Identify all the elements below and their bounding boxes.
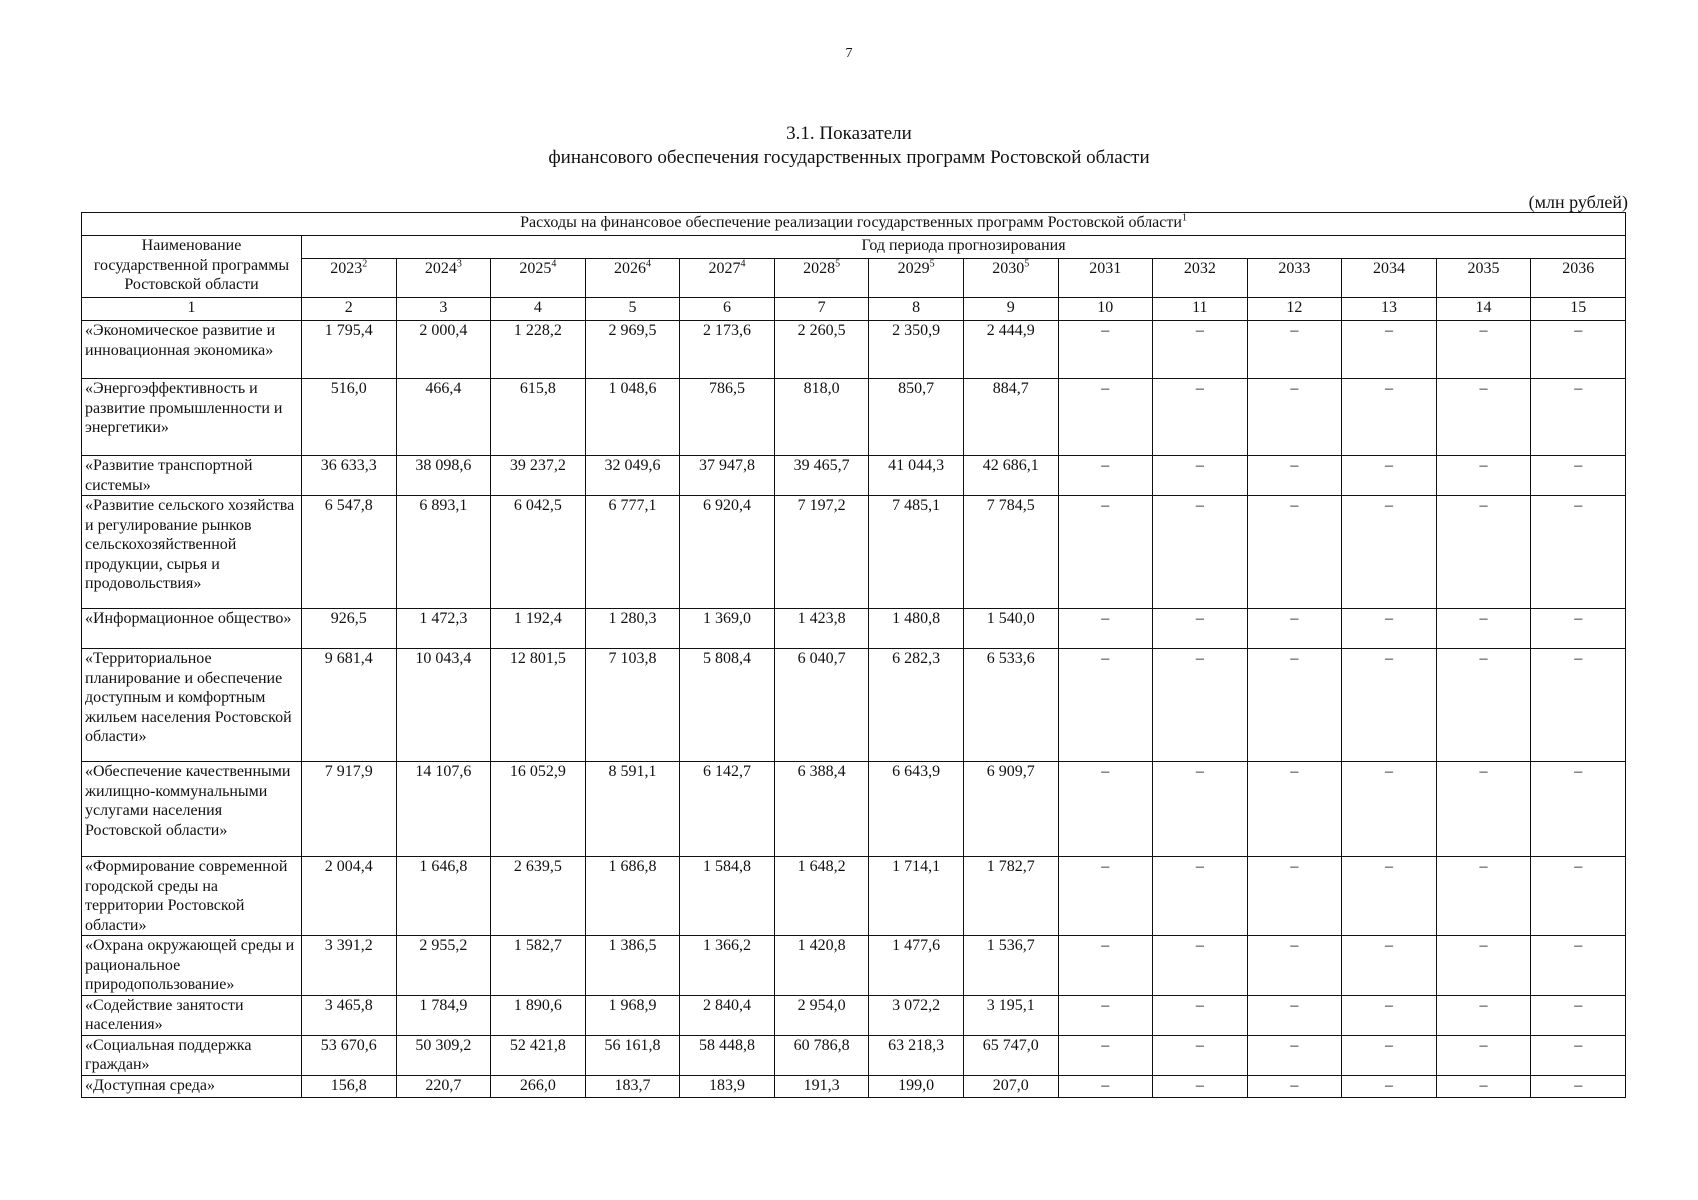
- value-cell: 36 633,3: [302, 456, 397, 496]
- value-cell: 6 040,7: [774, 649, 869, 762]
- program-name-cell: «Формирование современной городской среды на территории Ростовской области»: [82, 857, 302, 936]
- value-cell: 1 795,4: [302, 321, 397, 379]
- value-cell: –: [1247, 379, 1342, 456]
- value-cell: –: [1058, 379, 1153, 456]
- program-name-cell: «Развитие сельского хозяйства и регулирование рынков сельскохозяйственной продукции, сырья и продовольствия»: [82, 496, 302, 609]
- value-cell: 466,4: [396, 379, 491, 456]
- column-number-cell: 13: [1342, 298, 1437, 321]
- value-cell: –: [1247, 321, 1342, 379]
- title-line-1: 3.1. Показатели: [786, 123, 912, 144]
- value-cell: 9 681,4: [302, 649, 397, 762]
- value-cell: 2 954,0: [774, 995, 869, 1035]
- value-cell: –: [1153, 456, 1248, 496]
- value-cell: –: [1342, 649, 1437, 762]
- value-cell: 38 098,6: [396, 456, 491, 496]
- value-cell: –: [1436, 649, 1531, 762]
- program-name-cell: «Территориальное планирование и обеспечение доступным и комфортным жильем населения Ростовской области»: [82, 649, 302, 762]
- value-cell: –: [1058, 995, 1153, 1035]
- period-header-row: [82, 236, 1626, 259]
- value-cell: 183,7: [585, 1075, 680, 1097]
- column-number-cell: 5: [585, 298, 680, 321]
- table-row: [82, 1075, 1626, 1097]
- value-cell: 6 909,7: [963, 762, 1058, 857]
- page-number: 7: [845, 46, 853, 61]
- value-cell: –: [1436, 456, 1531, 496]
- value-cell: 6 388,4: [774, 762, 869, 857]
- value-cell: 1 423,8: [774, 609, 869, 649]
- value-cell: 63 218,3: [869, 1035, 964, 1075]
- year-footnote: 5: [1024, 258, 1030, 270]
- value-cell: –: [1436, 936, 1531, 996]
- value-cell: –: [1531, 857, 1626, 936]
- year-header-cell: [396, 259, 491, 298]
- value-cell: –: [1153, 762, 1248, 857]
- value-cell: –: [1436, 762, 1531, 857]
- program-name-cell: «Охрана окружающей среды и рациональное природопользование»: [82, 936, 302, 996]
- value-cell: 16 052,9: [491, 762, 586, 857]
- super-header-cell: [82, 213, 1626, 236]
- value-cell: 220,7: [396, 1075, 491, 1097]
- table-row: [82, 649, 1626, 762]
- column-number-cell: 14: [1436, 298, 1531, 321]
- value-cell: 1 472,3: [396, 609, 491, 649]
- value-cell: –: [1247, 1075, 1342, 1097]
- program-name-cell: «Энергоэффективность и развитие промышленности и энергетики»: [82, 379, 302, 456]
- value-cell: –: [1531, 1075, 1626, 1097]
- value-cell: 6 547,8: [302, 496, 397, 609]
- super-header-row: [82, 213, 1626, 236]
- value-cell: 1 420,8: [774, 936, 869, 996]
- value-cell: 1 784,9: [396, 995, 491, 1035]
- program-name-cell: «Обеспечение качественными жилищно-коммунальными услугами населения Ростовской области»: [82, 762, 302, 857]
- value-cell: 3 072,2: [869, 995, 964, 1035]
- table-row: [82, 1035, 1626, 1075]
- value-cell: –: [1153, 379, 1248, 456]
- value-cell: 58 448,8: [680, 1035, 775, 1075]
- table-row: [82, 857, 1626, 936]
- year-header-cell: [302, 259, 397, 298]
- value-cell: –: [1058, 649, 1153, 762]
- year-header-cell: [1531, 259, 1626, 298]
- value-cell: 5 808,4: [680, 649, 775, 762]
- column-number-cell: 8: [869, 298, 964, 321]
- value-cell: –: [1247, 936, 1342, 996]
- value-cell: 884,7: [963, 379, 1058, 456]
- value-cell: –: [1342, 1075, 1437, 1097]
- value-cell: 926,5: [302, 609, 397, 649]
- table-row: [82, 936, 1626, 996]
- super-header-text: Расходы на финансовое обеспечение реализации государственных программ Ростовской области: [520, 214, 1182, 231]
- value-cell: –: [1058, 1035, 1153, 1075]
- value-cell: –: [1531, 609, 1626, 649]
- value-cell: –: [1247, 762, 1342, 857]
- value-cell: 6 777,1: [585, 496, 680, 609]
- value-cell: –: [1436, 609, 1531, 649]
- value-cell: 7 485,1: [869, 496, 964, 609]
- value-cell: –: [1436, 321, 1531, 379]
- year-header-cell: [680, 259, 775, 298]
- year-footnote: 4: [551, 258, 557, 270]
- value-cell: 1 369,0: [680, 609, 775, 649]
- value-cell: –: [1531, 762, 1626, 857]
- value-cell: 6 893,1: [396, 496, 491, 609]
- value-cell: 50 309,2: [396, 1035, 491, 1075]
- name-header-cell: Наименование государственной программы Ростовской области: [82, 236, 302, 298]
- year-footnote: 4: [740, 258, 746, 270]
- table-row: [82, 456, 1626, 496]
- value-cell: –: [1153, 1075, 1248, 1097]
- value-cell: 183,9: [680, 1075, 775, 1097]
- year-label: 2026: [613, 260, 646, 277]
- units-label: (млн рублей): [1528, 192, 1628, 212]
- value-cell: 1 584,8: [680, 857, 775, 936]
- value-cell: 207,0: [963, 1075, 1058, 1097]
- program-name-cell: «Развитие транспортной системы»: [82, 456, 302, 496]
- value-cell: –: [1342, 762, 1437, 857]
- value-cell: 56 161,8: [585, 1035, 680, 1075]
- value-cell: –: [1058, 1075, 1153, 1097]
- year-label: 2035: [1467, 260, 1500, 277]
- table-row: [82, 609, 1626, 649]
- value-cell: 1 782,7: [963, 857, 1058, 936]
- value-cell: 14 107,6: [396, 762, 491, 857]
- value-cell: 8 591,1: [585, 762, 680, 857]
- column-number-cell: 15: [1531, 298, 1626, 321]
- value-cell: 1 228,2: [491, 321, 586, 379]
- value-cell: –: [1153, 496, 1248, 609]
- value-cell: –: [1342, 496, 1437, 609]
- year-header-cell: [774, 259, 869, 298]
- value-cell: 7 917,9: [302, 762, 397, 857]
- table-row: [82, 321, 1626, 379]
- value-cell: 2 004,4: [302, 857, 397, 936]
- table-row: [82, 379, 1626, 456]
- value-cell: –: [1058, 936, 1153, 996]
- value-cell: –: [1153, 995, 1248, 1035]
- value-cell: 41 044,3: [869, 456, 964, 496]
- program-name-cell: «Информационное общество»: [82, 609, 302, 649]
- value-cell: –: [1247, 857, 1342, 936]
- year-header-cell: [1058, 259, 1153, 298]
- value-cell: 1 582,7: [491, 936, 586, 996]
- value-cell: 156,8: [302, 1075, 397, 1097]
- year-footnote: 5: [929, 258, 935, 270]
- year-header-cell: [963, 259, 1058, 298]
- period-header-cell: Год периода прогнозирования: [302, 236, 1626, 259]
- value-cell: 1 366,2: [680, 936, 775, 996]
- value-cell: –: [1436, 995, 1531, 1035]
- value-cell: –: [1342, 321, 1437, 379]
- value-cell: –: [1531, 456, 1626, 496]
- value-cell: 2 840,4: [680, 995, 775, 1035]
- value-cell: –: [1247, 496, 1342, 609]
- value-cell: –: [1058, 321, 1153, 379]
- year-header-row: [82, 259, 1626, 298]
- column-number-row: [82, 298, 1626, 321]
- value-cell: –: [1436, 1035, 1531, 1075]
- value-cell: 1 386,5: [585, 936, 680, 996]
- column-number-cell: 6: [680, 298, 775, 321]
- year-header-cell: [869, 259, 964, 298]
- year-header-cell: [491, 259, 586, 298]
- value-cell: –: [1058, 857, 1153, 936]
- value-cell: 2 350,9: [869, 321, 964, 379]
- super-header-note: 1: [1181, 212, 1187, 224]
- year-footnote: 2: [362, 258, 368, 270]
- year-label: 2030: [992, 260, 1025, 277]
- value-cell: 6 643,9: [869, 762, 964, 857]
- value-cell: 266,0: [491, 1075, 586, 1097]
- value-cell: 42 686,1: [963, 456, 1058, 496]
- table-row: [82, 762, 1626, 857]
- year-label: 2033: [1278, 260, 1311, 277]
- value-cell: 1 890,6: [491, 995, 586, 1035]
- value-cell: 1 048,6: [585, 379, 680, 456]
- value-cell: 2 955,2: [396, 936, 491, 996]
- value-cell: 52 421,8: [491, 1035, 586, 1075]
- year-label: 2024: [424, 260, 457, 277]
- value-cell: 60 786,8: [774, 1035, 869, 1075]
- column-number-cell: 1: [82, 298, 302, 321]
- value-cell: 850,7: [869, 379, 964, 456]
- value-cell: –: [1247, 995, 1342, 1035]
- value-cell: 2 969,5: [585, 321, 680, 379]
- value-cell: –: [1531, 1035, 1626, 1075]
- year-label: 2028: [803, 260, 836, 277]
- value-cell: –: [1058, 762, 1153, 857]
- value-cell: –: [1153, 649, 1248, 762]
- value-cell: 1 540,0: [963, 609, 1058, 649]
- value-cell: –: [1247, 609, 1342, 649]
- value-cell: 818,0: [774, 379, 869, 456]
- program-name-cell: «Социальная поддержка граждан»: [82, 1035, 302, 1075]
- value-cell: –: [1531, 649, 1626, 762]
- value-cell: 6 042,5: [491, 496, 586, 609]
- value-cell: 7 197,2: [774, 496, 869, 609]
- value-cell: 6 920,4: [680, 496, 775, 609]
- financing-table: [81, 212, 1626, 1098]
- value-cell: 1 192,4: [491, 609, 586, 649]
- value-cell: –: [1436, 857, 1531, 936]
- value-cell: 37 947,8: [680, 456, 775, 496]
- value-cell: 65 747,0: [963, 1035, 1058, 1075]
- value-cell: 1 714,1: [869, 857, 964, 936]
- value-cell: 6 282,3: [869, 649, 964, 762]
- year-header-cell: [1342, 259, 1437, 298]
- value-cell: 2 173,6: [680, 321, 775, 379]
- value-cell: –: [1247, 456, 1342, 496]
- value-cell: 191,3: [774, 1075, 869, 1097]
- program-name-cell: «Содействие занятости населения»: [82, 995, 302, 1035]
- value-cell: 6 533,6: [963, 649, 1058, 762]
- column-number-cell: 7: [774, 298, 869, 321]
- value-cell: –: [1531, 379, 1626, 456]
- year-label: 2027: [708, 260, 741, 277]
- value-cell: 516,0: [302, 379, 397, 456]
- year-footnote: 3: [456, 258, 462, 270]
- value-cell: 1 968,9: [585, 995, 680, 1035]
- value-cell: –: [1058, 609, 1153, 649]
- year-footnote: 4: [645, 258, 651, 270]
- year-label: 2029: [897, 260, 930, 277]
- value-cell: –: [1342, 379, 1437, 456]
- program-name-cell: «Экономическое развитие и инновационная экономика»: [82, 321, 302, 379]
- value-cell: –: [1531, 496, 1626, 609]
- year-label: 2034: [1372, 260, 1405, 277]
- value-cell: 1 477,6: [869, 936, 964, 996]
- year-header-cell: [1153, 259, 1248, 298]
- column-number-cell: 2: [302, 298, 397, 321]
- column-number-cell: 11: [1153, 298, 1248, 321]
- column-number-cell: 12: [1247, 298, 1342, 321]
- value-cell: 615,8: [491, 379, 586, 456]
- value-cell: 1 646,8: [396, 857, 491, 936]
- value-cell: 1 480,8: [869, 609, 964, 649]
- value-cell: 2 260,5: [774, 321, 869, 379]
- value-cell: –: [1531, 936, 1626, 996]
- document-title: [0, 122, 1698, 170]
- program-name-cell: «Доступная среда»: [82, 1075, 302, 1097]
- table-row: [82, 496, 1626, 609]
- value-cell: 1 648,2: [774, 857, 869, 936]
- value-cell: –: [1531, 995, 1626, 1035]
- value-cell: 6 142,7: [680, 762, 775, 857]
- value-cell: 10 043,4: [396, 649, 491, 762]
- value-cell: –: [1342, 857, 1437, 936]
- title-line-2: финансового обеспечения государственных программ Ростовской области: [548, 147, 1150, 168]
- year-label: 2032: [1183, 260, 1216, 277]
- value-cell: 199,0: [869, 1075, 964, 1097]
- value-cell: –: [1436, 496, 1531, 609]
- year-label: 2036: [1562, 260, 1595, 277]
- value-cell: 7 103,8: [585, 649, 680, 762]
- value-cell: 1 536,7: [963, 936, 1058, 996]
- value-cell: –: [1531, 321, 1626, 379]
- value-cell: 3 465,8: [302, 995, 397, 1035]
- value-cell: –: [1058, 496, 1153, 609]
- value-cell: 3 195,1: [963, 995, 1058, 1035]
- value-cell: 12 801,5: [491, 649, 586, 762]
- value-cell: 39 237,2: [491, 456, 586, 496]
- year-label: 2023: [330, 260, 363, 277]
- value-cell: –: [1153, 936, 1248, 996]
- year-header-cell: [1436, 259, 1531, 298]
- value-cell: 53 670,6: [302, 1035, 397, 1075]
- column-number-cell: 3: [396, 298, 491, 321]
- value-cell: –: [1247, 649, 1342, 762]
- value-cell: –: [1247, 1035, 1342, 1075]
- value-cell: 2 000,4: [396, 321, 491, 379]
- value-cell: –: [1436, 379, 1531, 456]
- value-cell: –: [1153, 1035, 1248, 1075]
- value-cell: 32 049,6: [585, 456, 680, 496]
- column-number-cell: 4: [491, 298, 586, 321]
- value-cell: 2 639,5: [491, 857, 586, 936]
- value-cell: –: [1342, 1035, 1437, 1075]
- year-header-cell: [585, 259, 680, 298]
- year-label: 2025: [519, 260, 552, 277]
- table-row: [82, 995, 1626, 1035]
- value-cell: –: [1153, 321, 1248, 379]
- value-cell: –: [1058, 456, 1153, 496]
- year-label: 2031: [1089, 260, 1122, 277]
- value-cell: 39 465,7: [774, 456, 869, 496]
- value-cell: 2 444,9: [963, 321, 1058, 379]
- column-number-cell: 10: [1058, 298, 1153, 321]
- column-number-cell: 9: [963, 298, 1058, 321]
- value-cell: –: [1342, 995, 1437, 1035]
- value-cell: –: [1436, 1075, 1531, 1097]
- value-cell: 1 686,8: [585, 857, 680, 936]
- value-cell: 7 784,5: [963, 496, 1058, 609]
- value-cell: 3 391,2: [302, 936, 397, 996]
- value-cell: –: [1342, 936, 1437, 996]
- year-footnote: 5: [835, 258, 841, 270]
- value-cell: –: [1342, 609, 1437, 649]
- value-cell: 1 280,3: [585, 609, 680, 649]
- value-cell: –: [1153, 857, 1248, 936]
- value-cell: 786,5: [680, 379, 775, 456]
- year-header-cell: [1247, 259, 1342, 298]
- value-cell: –: [1153, 609, 1248, 649]
- value-cell: –: [1342, 456, 1437, 496]
